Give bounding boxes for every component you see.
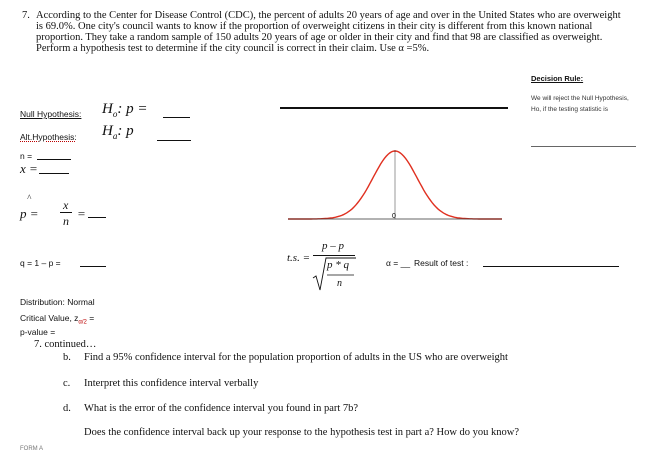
test-stat-den-n: n <box>337 278 342 289</box>
normal-curve-chart <box>280 115 510 240</box>
alt-hypothesis-formula: $H_a$: p <box>102 123 134 141</box>
n-label: n = <box>20 151 33 161</box>
pvalue-label: p-value = <box>20 327 56 337</box>
item-b-text: Find a 95% confidence interval for the population proportion of adults in the US who are overweight <box>84 352 508 363</box>
test-stat-numerator: p – p <box>322 240 344 252</box>
footer-form-label: FORM A <box>20 446 44 452</box>
question-text: According to the Center for Disease Control (CDC), the percent of adults 20 years of age and over in the United States who are overweight is 69.0%. One city's council wants to know if the proportion of overweight citizens in their city is different from this known national proportion. They take a random sample of 150 adults 20 years of age or older in their city and find that 98 are classified as overweight. Perform a hypothesis test to determine if the city council is correct in their claim. Use α =5%. <box>36 10 621 54</box>
decision-rule-title: Decision Rule: <box>531 74 584 83</box>
decision-rule-text: We will reject the Null Hypothesis, Ho, if the testing statistic is <box>531 95 629 113</box>
phat-blank <box>88 217 106 218</box>
question-block <box>22 10 622 54</box>
curve-zero-label: 0 <box>392 213 396 220</box>
alt-hypothesis-blank <box>157 140 191 141</box>
phat-denominator: n <box>63 214 69 228</box>
test-stat-label: t.s. = <box>287 252 311 264</box>
test-stat-den-pq: p * q <box>327 259 349 271</box>
curve-top-line <box>280 107 508 109</box>
item-e-text: Does the confidence interval back up your response to the hypothesis test in part a? How do you know? <box>84 427 520 438</box>
null-hypothesis-blank <box>163 117 190 118</box>
continued-header: 7. continued… <box>34 339 97 350</box>
decision-rule-blank <box>531 146 636 147</box>
distribution-label: Distribution: Normal <box>20 297 95 307</box>
n-blank <box>37 159 71 160</box>
phat-numerator: x <box>63 198 69 212</box>
item-c-letter: c. <box>63 378 71 389</box>
null-hypothesis-label: Null Hypothesis: <box>20 109 82 119</box>
q-blank <box>80 266 106 267</box>
phat-equals: = <box>77 206 86 221</box>
null-hypothesis-formula: $H_o$: p = <box>102 101 148 119</box>
question-number: 7. <box>22 10 30 21</box>
phat-label: p = <box>20 206 39 221</box>
alpha-label: α = __ <box>386 258 411 268</box>
x-value-label: x = <box>20 161 38 176</box>
phat-fraction-bar <box>60 212 72 213</box>
critical-value-label: Critical Value, $z_{\alpha/2}$ = <box>20 313 95 326</box>
alt-hypothesis-label: Alt.Hypothesis: <box>20 132 77 142</box>
item-c-text: Interpret this confidence interval verbally <box>84 378 259 389</box>
result-blank <box>483 266 619 267</box>
item-b-letter: b. <box>63 352 71 363</box>
item-d-letter: d. <box>63 403 71 414</box>
item-d-text: What is the error of the confidence interval you found in part 7b? <box>84 403 359 414</box>
x-value-blank <box>39 173 69 174</box>
phat-hat-icon: ^ <box>27 193 31 203</box>
q-label: q = 1 – p = <box>20 258 61 268</box>
result-label: Result of test : <box>414 258 469 268</box>
